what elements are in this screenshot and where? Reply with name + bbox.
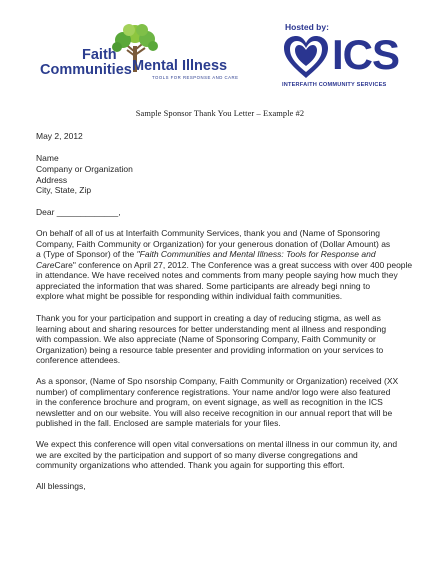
mental-illness-tagline: TOOLS FOR RESPONSE AND CARE (152, 75, 239, 80)
paragraph-2-line: Thank you for your participation and support in creating a day of reducing stigma, as well as (36, 313, 381, 323)
mental-illness-wordmark: Mental Illness (132, 58, 228, 74)
paragraph-2-line: learning about and sharing resources for better understanding ment al illness and responding (36, 324, 387, 334)
paragraph-1-line: Company, Faith Community or Organization) for your generous donation of (Dollar Amount) as (36, 239, 391, 249)
paragraph-2-line: with compassion. We also appreciate (Name of Sponsoring Company, Faith Community or (36, 334, 376, 344)
ics-wordmark: ICS (332, 31, 400, 78)
salutation: Dear _____________, (36, 207, 121, 217)
paragraph-1-line: explore what might be possible for responding within individual faith communities. (36, 291, 343, 301)
paragraph-3-line: in the conference brochure and program, on event signage, as well as recognition in the ICS (36, 397, 383, 407)
address-line: City, State, Zip (36, 185, 92, 195)
letter-date: May 2, 2012 (36, 131, 83, 141)
paragraph-1-line: On behalf of all of us at Interfaith Community Services, thank you and (Name of Sponsoring (36, 228, 380, 238)
faith-communities-logo (40, 22, 240, 92)
paragraph-1-line: in attendance. We have received notes and comments from many people saying how much they (36, 270, 398, 280)
paragraph-1-line: appreciated the information that was shared. Some participants are already begi nning to (36, 281, 371, 291)
hosted-by-label: Hosted by: (285, 22, 329, 32)
paragraph-3-line: newsletter and on our website. You will also receive recognition in our annual report that will be (36, 408, 393, 418)
conference-title-italic: "Faith Communities and Mental Illness: Tools for Response and (136, 249, 376, 259)
paragraph-4-line: we are excited by the participation and support of so many diverse congregations and (36, 450, 358, 460)
faith-word: Faith (82, 47, 117, 63)
conference-title-italic: Care (36, 260, 55, 270)
address-line: Address (36, 175, 68, 185)
paragraph-4-line: community organizations who attended. Thank you again for supporting this effort. (36, 460, 345, 470)
paragraph-3-line: number) of complimentary conference registrations. Your name and/or logo were also featured (36, 387, 391, 397)
paragraph-1-line (36, 249, 376, 260)
paragraph-1-text: Care" conference on April 27, 2012. The Conference was a great success with over 400 people (54, 260, 413, 270)
paragraph-1-text: a (Type of Sponsor) of the (36, 249, 137, 259)
paragraph-3-line: As a sponsor, (Name of Spo nsorship Company, Faith Community or Organization) received (XX (36, 376, 399, 386)
paragraph-2-line: Organization) being a resource table presenter and providing information on your services to (36, 345, 384, 355)
ics-logo (280, 22, 410, 92)
ics-subtitle: INTERFAITH COMMUNITY SERVICES (282, 82, 387, 88)
heart-icon (282, 34, 330, 80)
paragraph-3-line: published in the fall. Enclosed are sample materials for your files. (36, 418, 281, 428)
faith-communities-wordmark (40, 48, 132, 78)
address-line: Name (36, 153, 59, 163)
communities-word: Communities (40, 62, 132, 78)
address-line: Company or Organization (36, 164, 133, 174)
closing: All blessings, (36, 481, 86, 491)
paragraph-2-line: conference attendees. (36, 355, 121, 365)
paragraph-4-line: We expect this conference will open vital conversations on mental illness in our commun ity, and (36, 439, 398, 449)
letter-title: Sample Sponsor Thank You Letter – Example #2 (135, 109, 305, 118)
